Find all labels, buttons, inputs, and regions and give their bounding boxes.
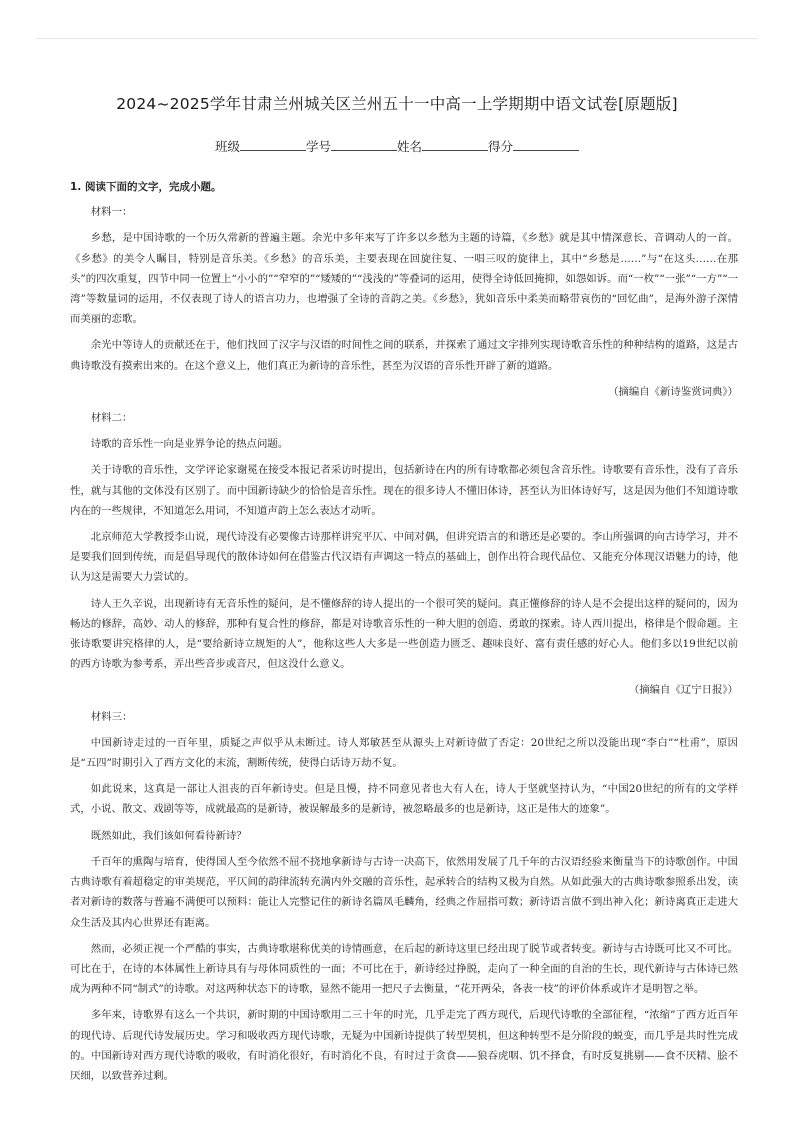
material-source: （摘编自《辽宁日报》）	[628, 684, 738, 697]
material-label: 材料二：	[90, 412, 133, 425]
material-paragraph: 既然如此，我们该如何看待新诗？	[90, 829, 247, 842]
id-blank[interactable]	[331, 139, 397, 151]
material-paragraph: 余光中等诗人的贡献还在于，他们找回了汉字与汉语的时间性之间的联系，并探索了通过文字排列实现诗歌音乐性的种种结构的道路，这是古典诗歌没有摸索出来的。在这个意义上，他们真正为新诗的音乐性，甚至为汉语的音乐性开辟了新的道路。	[70, 339, 738, 372]
material-paragraph: 关于诗歌的音乐性，文学评论家谢冕在接受本报记者采访时提出，包括新诗在内的所有诗歌都必须包含音乐性。诗歌要有音乐性，没有了音乐性，就与其他的文体没有区别了。而中国新诗缺少的恰恰是音乐性。现在的很多诗人不懂旧体诗，甚至认为旧体诗好写，这是因为他们不知道诗歌内在的一些规律，不知道怎么用词，不知道声韵上怎么表达才动听。	[70, 464, 738, 517]
student-info-row	[0, 137, 794, 155]
question-content	[70, 177, 738, 1092]
material-label: 材料三：	[90, 710, 133, 723]
class-blank[interactable]	[240, 139, 306, 151]
name-field	[397, 137, 488, 155]
material-source: （摘编自《新诗鉴赏词典》）	[608, 385, 738, 398]
material-paragraph: 如此说来，这真是一部让人沮丧的百年新诗史。但是且慢，持不同意见者也大有人在，诗人于坚就坚持认为，“中国20世纪的所有的文学样式，小说、散文、戏剧等等，成就最高的是新诗，被误解最多的是新诗，被忽略最多的也是新诗，这正是伟大的迹象”。	[70, 783, 738, 816]
name-label: 姓名	[397, 139, 423, 154]
material-one	[70, 202, 738, 402]
score-field	[488, 137, 579, 155]
material-paragraph: 千百年的熏陶与培育，使得国人至今依然不屈不挠地拿新诗与古诗一决高下，依然用发展了几千年的古汉语经验来衡量当下的诗歌创作。中国古典诗歌有着超稳定的审美规范，平仄间的韵律流转充满内外交融的音乐性，起承转合的结构又极为自然。从如此强大的古典诗歌参照系出发，读者对新诗的数落与普遍不满便可以预料：能让人完整记住的新诗名篇凤毛麟角，经典之作屈指可数；新诗语言做不到出神入化；新诗离真正走进大众生活及其内心世界还有距离。	[70, 855, 738, 929]
header-divider	[36, 38, 758, 39]
material-three	[70, 707, 738, 1086]
id-field	[306, 137, 397, 155]
document-title: 2024~2025学年甘肃兰州城关区兰州五十一中高一上学期期中语文试卷[原题版]	[116, 95, 678, 113]
material-paragraph: 多年来，诗歌界有这么一个共识，新时期的中国诗歌用二三十年的时光，几乎走完了西方现代，后现代诗歌的全部征程，“浓缩”了西方近百年的现代诗、后现代诗发展历史。学习和吸收西方现代诗歌，无疑为中国新诗提供了转型契机，但这种转型不是分阶段的蜕变，而几乎是共时性完成的。中国新诗对西方现代诗歌的吸收，有时消化很好，有时消化不良，有时过于贪食——狼吞虎咽、饥不择食，有时反复挑剔——食不厌精、脍不厌细，以致营养过剩。	[70, 1009, 738, 1082]
material-paragraph: 诗歌的音乐性一向是业界争论的热点问题。	[90, 438, 289, 451]
class-label: 班级	[214, 139, 240, 154]
material-paragraph: 然而，必须正视一个严酷的事实，古典诗歌堪称优美的诗情画意，在后起的新诗这里已经出现了脱节或者转变。新诗与古诗既可比又不可比。可比在于，在诗的本体属性上新诗具有与母体同质性的一面；不可比在于，新诗经过挣脱，走向了一种全面的自治的生长，现代新诗与古体诗已然成为两种不同“制式”的诗歌。对这两种状态下的诗歌，显然不能用一把尺子去衡量，“花开两朵，各表一枝”的评价体系或许才是明智之举。	[70, 942, 738, 996]
material-paragraph: 乡愁，是中国诗歌的一个历久常新的普遍主题。余光中多年来写了许多以乡愁为主题的诗篇，《乡愁》就是其中情深意长、音调动人的一首。《乡愁》的美令人瞩目，特别是音乐美。《乡愁》的音乐美，主要表现在回旋往复、一唱三叹的旋律上，其中“乡愁是……”与“在这头……在那头”的四次重复，四节中同一位置上“小小的”“窄窄的”“矮矮的”“浅浅的”等叠词的运用，使得全诗低回掩抑，如怨如诉。而“一枚”“一张”“一方”“一湾”等数量词的运用，不仅表现了诗人的语言功力，也增强了全诗的音韵之美。《乡愁》，犹如音乐中柔美而略带哀伤的“回忆曲”，是海外游子深情而美丽的恋歌。	[70, 232, 738, 326]
score-blank[interactable]	[513, 139, 579, 151]
material-label: 材料一：	[90, 206, 133, 219]
material-paragraph: 中国新诗走过的一百年里，质疑之声似乎从未断过。诗人郑敏甚至从源头上对新诗做了否定：20世纪之所以没能出现“李白”“杜甫”，原因是“五四”时期引入了西方文化的末流，割断传统，使得白话诗万劫不复。	[70, 736, 738, 770]
id-label: 学号	[305, 139, 331, 154]
name-blank[interactable]	[422, 139, 488, 151]
material-two	[70, 408, 738, 701]
material-paragraph: 北京师范大学教授李山说，现代诗没有必要像古诗那样讲究平仄、中间对偶，但讲究语言的和谐还是必要的。李山所强调的向古诗学习，并不是要我们回到传统，而是倡导现代的散体诗如何在借鉴古代汉语有声调这一特点的基础上，创作出符合现代品位、又能充分体现汉语魅力的诗，他认为这是需要大力尝试的。	[70, 531, 738, 584]
material-paragraph: 诗人王久辛说，出现新诗有无音乐性的疑问，是不懂修辞的诗人提出的一个很可笑的疑问。真正懂修辞的诗人是不会提出这样的疑问的，因为畅达的修辞，高妙、动人的修辞，那种有复合性的修辞，都是对诗歌音乐性的一种大胆的创造、勇敢的探索。诗人西川提出，格律是个假命题。主张诗歌要讲究格律的人，是“要给新诗立规矩的人”，他称这些人大多是一些创造力匮乏、趣味良好、富有责任感的好心人。他们多以19世纪以前的西方诗歌为参考系，弄出些音步或音尺，但这没什么意义。	[70, 597, 738, 671]
class-field	[215, 137, 306, 155]
question-prompt: 1. 阅读下面的文字，完成小题。	[70, 181, 222, 193]
score-label: 得分	[488, 139, 514, 154]
